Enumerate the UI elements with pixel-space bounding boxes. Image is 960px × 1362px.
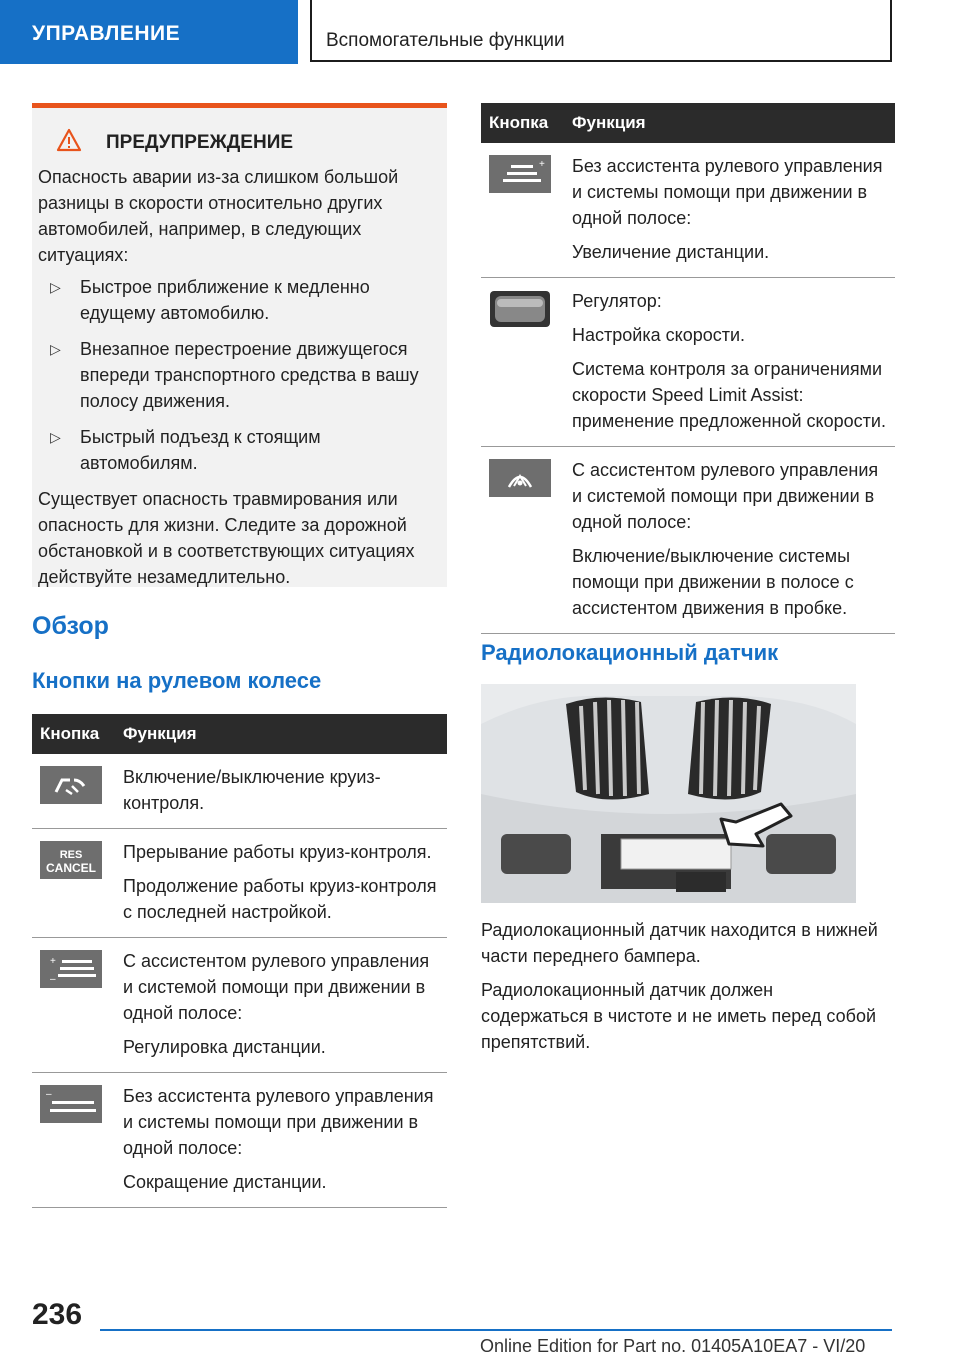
- warning-title-text: ПРЕДУПРЕЖДЕНИЕ: [106, 132, 294, 153]
- table-row: [481, 278, 895, 447]
- function-text: Прерывание работы круиз-контроля.: [123, 842, 432, 862]
- function-text: С ассистентом рулевого управления и системой помощи при движении в одной полосе:: [572, 460, 879, 532]
- header-button: Кнопка: [32, 714, 115, 754]
- buttons-heading: Кнопки на рулевом колесе: [32, 668, 322, 693]
- radar-text-2: Радиолокационный датчик должен содержаться в чистоте и не иметь перед собой препятствий.: [481, 980, 877, 1052]
- svg-text:+: +: [539, 159, 545, 170]
- warning-list-item: ▷ Быстрое приближение к медленно едущему автомобилю.: [38, 274, 439, 326]
- table-row: [32, 754, 447, 829]
- chapter-title: Вспомогательные функции: [326, 30, 565, 51]
- distance-decrease-icon: [40, 1085, 102, 1123]
- function-text: Сокращение дистанции.: [123, 1172, 327, 1192]
- warning-list-item: ▷ Быстрый подъезд к стоящим автомобилям.: [38, 424, 439, 476]
- res-cancel-icon: [40, 841, 102, 879]
- distance-increase-icon: [489, 155, 551, 193]
- cruise-control-icon: [40, 766, 102, 804]
- radar-text-1: Радиолокационный датчик находится в нижней части переднего бампера.: [481, 920, 878, 966]
- speed-rocker-icon: [489, 290, 551, 328]
- warning-intro: Опасность аварии из-за слишком большой разницы в скорости относительно других автомобилей, например, в следующих ситуациях:: [38, 167, 399, 265]
- function-text: Система контроля за ограничениями скорости Speed Limit Assist: применение предложенной скорости.: [572, 359, 886, 431]
- overview-heading: Обзор: [32, 612, 109, 640]
- table-row: [481, 447, 895, 634]
- warning-list-item: ▷ Внезапное перестроение движущегося впереди транспортного средства в вашу полосу движения.: [38, 336, 439, 414]
- footer-divider: [100, 1329, 892, 1331]
- svg-text:CANCEL: CANCEL: [46, 861, 96, 875]
- function-text: Включение/выключение системы помощи при движении в полосе с ассистентом движения в пробке.: [572, 546, 854, 618]
- svg-text:RES: RES: [59, 849, 83, 861]
- function-text: Увеличение дистанции.: [572, 242, 770, 262]
- function-text: Регулировка дистанции.: [123, 1037, 326, 1057]
- function-text: Без ассистента рулевого управления и системы помощи при движении в одной полосе:: [123, 1086, 434, 1158]
- radar-sensor-photo: [481, 684, 856, 903]
- table-row: [32, 829, 447, 938]
- steering-assist-icon: [489, 459, 551, 497]
- function-text: С ассистентом рулевого управления и системой помощи при движении в одной полосе:: [123, 951, 430, 1023]
- section-tab: [0, 0, 298, 64]
- section-title: УПРАВЛЕНИЕ: [32, 22, 181, 45]
- svg-text:+: +: [50, 956, 56, 967]
- function-text: Регулятор:: [572, 291, 662, 311]
- right-button-table: [481, 103, 895, 634]
- header-button: Кнопка: [481, 103, 564, 143]
- radar-description: [481, 917, 881, 1063]
- table-row: [481, 143, 895, 278]
- function-text: Продолжение работы круиз-контроля с последней настройкой.: [123, 876, 437, 922]
- chapter-tab: [310, 0, 892, 62]
- svg-text:–: –: [46, 1089, 52, 1100]
- function-text: Включение/выключение круиз-контроля.: [123, 767, 381, 813]
- warning-list: [38, 274, 439, 476]
- warning-triangle-icon: [56, 128, 82, 152]
- warning-outro: Существует опасность травмирования или опасность для жизни. Следите за дорожной обстановкой и в соответствующих ситуациях действуйте незамедлительно.: [38, 489, 415, 587]
- function-text: Без ассистента рулевого управления и системы помощи при движении в одной полосе:: [572, 156, 883, 228]
- header-function: Функция: [115, 714, 447, 754]
- table-row: [32, 1073, 447, 1208]
- radar-heading: Радиолокационный датчик: [481, 640, 779, 665]
- page-number: 236: [32, 1298, 83, 1331]
- function-text: Настройка скорости.: [572, 325, 746, 345]
- warning-box: [32, 103, 447, 587]
- footer-edition: Online Edition for Part no. 01405A10EA7 - VI/20: [480, 1336, 866, 1356]
- left-button-table: [32, 714, 447, 1208]
- header-function: Функция: [564, 103, 895, 143]
- table-row: [32, 938, 447, 1073]
- warning-title: [106, 132, 439, 154]
- distance-adjust-icon: [40, 950, 102, 988]
- svg-text:–: –: [50, 974, 56, 985]
